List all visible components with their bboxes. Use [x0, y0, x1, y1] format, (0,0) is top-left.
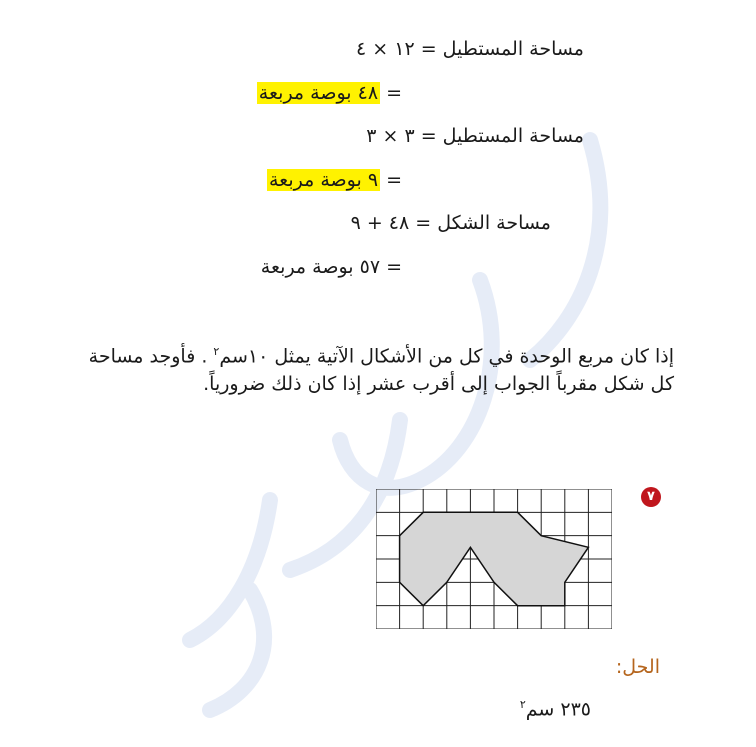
- solution-label: الحل:: [615, 656, 660, 678]
- grid-figure: [376, 489, 612, 629]
- problem-number-badge: ٧: [641, 487, 661, 507]
- step-result-2: = ٩ بوصة مربعة: [269, 169, 402, 191]
- step-rect-area-1: مساحة المستطيل = ١٢ × ٤: [356, 38, 584, 60]
- step-final-result: = ٥٧ بوصة مربعة: [260, 256, 402, 278]
- highlighted-result: ٤٨ بوصة مربعة: [258, 82, 379, 104]
- highlighted-result: ٩ بوصة مربعة: [269, 169, 379, 191]
- solution-answer: ٢٣٥ سم$^٢$: [519, 698, 591, 721]
- step-rect-area-2: مساحة المستطيل = ٣ × ٣: [366, 125, 584, 147]
- step-shape-area: مساحة الشكل = ٤٨ + ٩: [350, 212, 551, 234]
- instruction-paragraph: إذا كان مربع الوحدة في كل من الأشكال الآتية يمثل ١٠سم$^٢$ . فأوجد مساحة كل شكل مقرباً الجواب إلى أقرب عشر إذا كان ذلك ضرورياً.: [88, 345, 674, 396]
- step-result-1: = ٤٨ بوصة مربعة: [258, 82, 402, 104]
